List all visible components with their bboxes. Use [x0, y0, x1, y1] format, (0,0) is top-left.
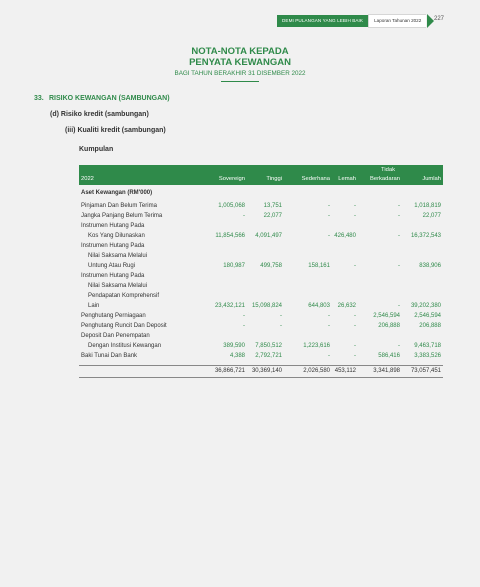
cell-value: -	[354, 213, 356, 219]
header-crumb: DEMI PULANGAN YANG LEBIH BAIK	[277, 15, 368, 27]
cell-value: -	[398, 203, 400, 209]
col-jumlah: Jumlah	[422, 176, 441, 182]
total-value: 36,866,721	[214, 368, 245, 374]
col-berkadaran: Berkadaran	[370, 176, 400, 182]
table-header	[79, 165, 443, 185]
page-number: 227	[434, 16, 445, 22]
cell-value: -	[354, 203, 356, 209]
cell-value: -	[243, 313, 245, 319]
cell-value: 16,372,543	[410, 233, 441, 239]
row-label: Kos Yang Dilunaskan	[88, 233, 145, 239]
cell-value: -	[328, 203, 330, 209]
cell-value: 22,077	[263, 213, 282, 219]
row-label: Instrumen Hutang Pada	[81, 223, 145, 229]
cell-value: 586,416	[378, 353, 400, 359]
cell-value: -	[280, 323, 282, 329]
cell-value: 11,854,566	[215, 233, 245, 239]
subheading-d: (d) Risiko kredit (sambungan)	[50, 111, 149, 118]
total-value: 2,026,580	[303, 368, 330, 374]
page-title	[0, 46, 480, 82]
cell-value: -	[354, 313, 356, 319]
cell-value: 389,590	[223, 343, 245, 349]
row-label: Baki Tunai Dan Bank	[81, 353, 138, 359]
table-row	[79, 301, 443, 311]
cell-value: -	[354, 353, 356, 359]
table-row	[79, 341, 443, 351]
cell-value: 180,987	[223, 263, 245, 269]
table-row	[79, 311, 443, 321]
row-label: Untung Atau Rugi	[88, 263, 136, 269]
cell-value: -	[354, 343, 356, 349]
cell-value: 2,792,721	[255, 353, 282, 359]
table-row	[79, 188, 443, 201]
section-number: 33.	[34, 95, 44, 102]
cell-value: 644,803	[308, 303, 330, 309]
row-label: Dengan Institusi Kewangan	[88, 343, 162, 349]
title-divider	[221, 81, 259, 82]
cell-value: 7,850,512	[255, 343, 282, 349]
table-row-totals	[79, 365, 443, 378]
cell-value: -	[398, 213, 400, 219]
row-label: Deposit Dan Penempatan	[81, 333, 150, 339]
table-row	[79, 321, 443, 331]
row-label: Pendapatan Komprehensif	[88, 293, 160, 299]
cell-value: 499,758	[260, 263, 282, 269]
cell-value: 2,546,594	[414, 313, 441, 319]
year-label: 2022	[81, 176, 94, 182]
cell-value: 39,202,380	[410, 303, 441, 309]
credit-quality-table	[79, 165, 443, 378]
section-heading	[34, 95, 170, 102]
cell-value: -	[328, 323, 330, 329]
cell-value: 13,751	[263, 203, 282, 209]
title-line-1: NOTA-NOTA KEPADA	[191, 46, 289, 57]
cell-value: -	[354, 263, 356, 269]
cell-value: 4,091,497	[255, 233, 282, 239]
row-label: Instrumen Hutang Pada	[81, 243, 145, 249]
cell-value: -	[398, 343, 400, 349]
cell-value: 206,888	[378, 323, 400, 329]
table-row	[79, 271, 443, 281]
cell-value: 1,223,616	[303, 343, 330, 349]
total-value: 30,369,140	[251, 368, 282, 374]
cell-value: 1,018,819	[414, 203, 441, 209]
title-line-3: BAGI TAHUN BERAKHIR 31 DISEMBER 2022	[174, 70, 306, 77]
cell-value: 426,480	[334, 233, 356, 239]
row-label: Penghutang Perniagaan	[81, 313, 146, 319]
cell-value: 158,161	[308, 263, 330, 269]
cell-value: 26,632	[337, 303, 356, 309]
title-line-2: PENYATA KEWANGAN	[189, 57, 291, 68]
col-lemah: Lemah	[338, 176, 356, 182]
cell-value: 2,546,594	[373, 313, 400, 319]
cell-value: -	[243, 213, 245, 219]
total-value: 453,112	[334, 368, 356, 374]
row-label: Nilai Saksama Melalui	[88, 283, 148, 289]
row-label: Penghutang Runcit Dan Deposit	[81, 323, 167, 329]
row-label: Jangka Panjang Belum Terima	[81, 213, 163, 219]
cell-value: 23,432,121	[214, 303, 245, 309]
total-value: 3,341,898	[373, 368, 400, 374]
row-label: Nilai Saksama Melalui	[88, 253, 148, 259]
row-label: Aset Kewangan (RM'000)	[81, 190, 153, 196]
cell-value: -	[328, 213, 330, 219]
col-tinggi: Tinggi	[266, 176, 282, 182]
header-report: Laporan Tahunan 2022	[368, 14, 426, 28]
row-label: Instrumen Hutang Pada	[81, 273, 145, 279]
cell-value: -	[398, 263, 400, 269]
cell-value: 9,463,718	[414, 343, 441, 349]
table-row	[79, 211, 443, 221]
top-bar	[277, 15, 434, 27]
section-label: RISIKO KEWANGAN (SAMBUNGAN)	[49, 95, 170, 102]
total-value: 73,057,451	[410, 368, 441, 374]
col-sederhana: Sederhana	[301, 176, 330, 182]
cell-value: -	[354, 323, 356, 329]
cell-value: -	[328, 353, 330, 359]
cell-value: 838,906	[419, 263, 441, 269]
cell-value: -	[328, 313, 330, 319]
cell-value: -	[328, 233, 330, 239]
cell-value: 15,098,824	[251, 303, 282, 309]
table-row	[79, 221, 443, 231]
cell-value: 1,005,068	[218, 203, 245, 209]
table-row	[79, 231, 443, 241]
cell-value: -	[280, 313, 282, 319]
row-label: Lain	[88, 303, 100, 309]
row-label: Pinjaman Dan Belum Terima	[81, 203, 157, 209]
table-row	[79, 241, 443, 251]
cell-value: 3,383,526	[414, 353, 441, 359]
table-row	[79, 261, 443, 271]
table-body	[79, 185, 443, 361]
cell-value: -	[398, 303, 400, 309]
table-row	[79, 201, 443, 211]
cell-value: 22,077	[422, 213, 441, 219]
cell-value: 206,888	[419, 323, 441, 329]
group-label: Kumpulan	[79, 146, 114, 153]
col-tidak: Tidak	[381, 167, 395, 173]
cell-value: 4,388	[229, 353, 245, 359]
table-row	[79, 281, 443, 291]
col-sovereign: Sovereign	[218, 176, 245, 182]
table-row	[79, 291, 443, 301]
table-row	[79, 251, 443, 261]
table-row	[79, 351, 443, 361]
cell-value: -	[398, 233, 400, 239]
table-row	[79, 331, 443, 341]
subheading-iii: (iii) Kualiti kredit (sambungan)	[65, 127, 166, 134]
cell-value: -	[243, 323, 245, 329]
